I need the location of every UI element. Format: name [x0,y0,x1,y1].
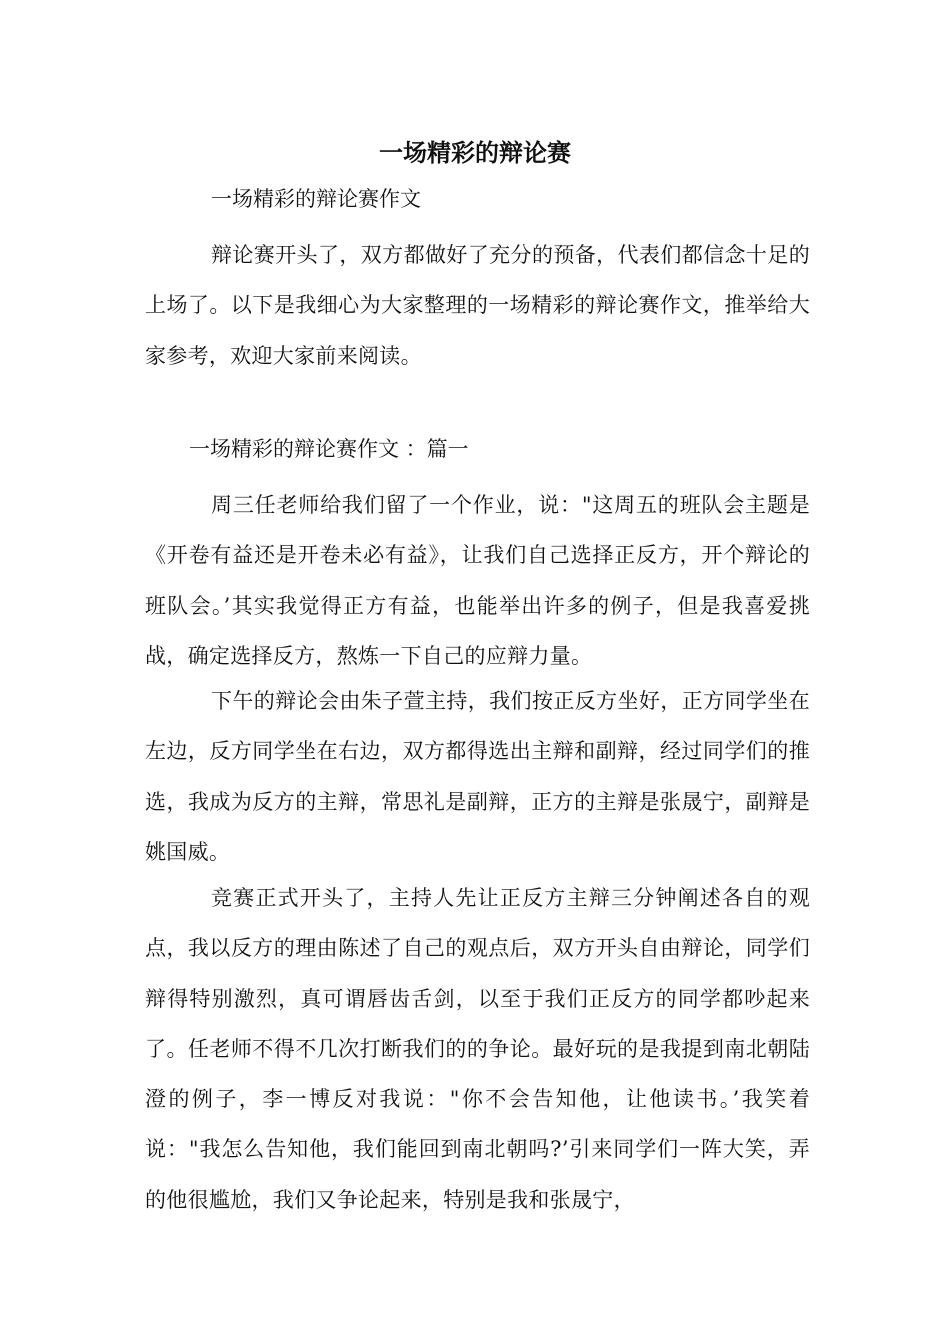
body-paragraph-1: 周三任老师给我们留了一个作业，说："这周五的班队会主题是《开卷有益还是开卷未必有益》，让我们自己选择正反方，开个辩论的班队会。’其实我觉得正方有益，也能举出许多的例子，但是我喜爱挑战，确定选择反方，熬炼一下自己的应辩力量。 [145,493,810,668]
section-heading: 一场精彩的辩论赛作文 ：篇一 [189,437,469,461]
document-title: 一场精彩的辩论赛 [379,138,571,167]
body-paragraph-2: 下午的辩论会由朱子萱主持，我们按正反方坐好，正方同学坐在左边，反方同学坐在右边，双方都得选出主辩和副辩，经过同学们的推选，我成为反方的主辩，常思礼是副辩，正方的主辩是张晟宁，副辩是姚国威。 [145,689,810,864]
body-paragraph-3: 竞赛正式开头了，主持人先让正反方主辩三分钟阐述各自的观点，我以反方的理由陈述了自己的观点后，双方开头自由辩论，同学们辩得特别激烈，真可谓唇齿舌剑，以至于我们正反方的同学都吵起来了。任老师不得不几次打断我们的的争论。最好玩的是我提到南北朝陆澄的例子，李一博反对我说："你不会告知他，让他读书。’我笑着说："我怎么告知他，我们能回到南北朝吗?’引来同学们一阵大笑，弄的他很尴尬，我们又争论起来，特别是我和张晟宁， [145,886,810,1212]
document-subtitle: 一场精彩的辩论赛作文 [211,187,421,211]
intro-paragraph: 辩论赛开头了，双方都做好了充分的预备，代表们都信念十足的上场了。以下是我细心为大家整理的一场精彩的辩论赛作文，推举给大家参考，欢迎大家前来阅读。 [145,243,810,368]
